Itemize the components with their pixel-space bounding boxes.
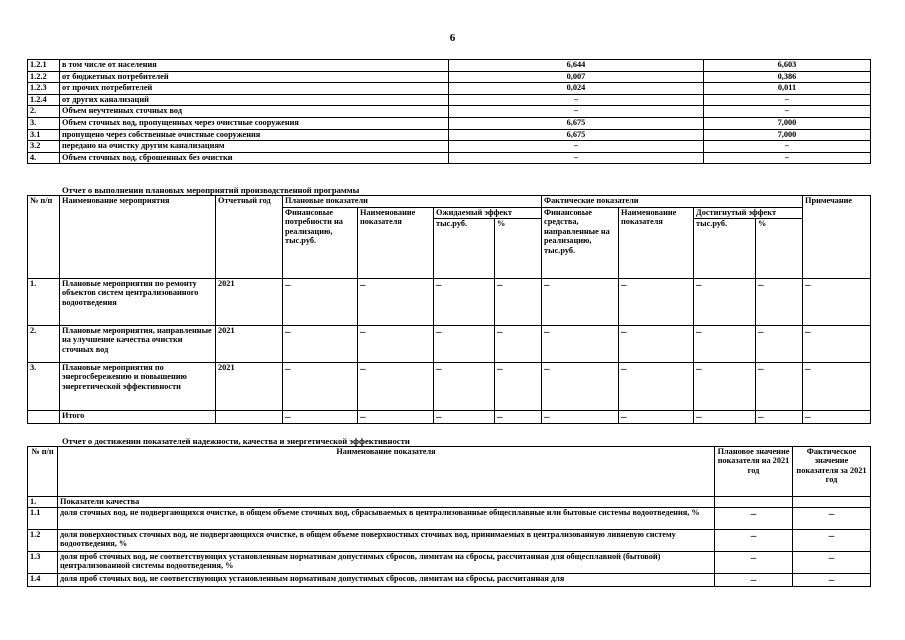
row-number: 3.1 (28, 129, 60, 141)
ind-col-fact-header: Фактическое значение показателя за 2021 год (793, 447, 871, 497)
dash-cell: – (283, 279, 358, 326)
row-name: доля проб сточных вод, не соответствующих установленным нормативам допустимых сбросов, лимитам на сбросы, рассчитанная для общесплавной (бытовой) централизованной системы водоотведения, % (58, 552, 715, 574)
row-name: передано на очистку другим канализациям (60, 141, 449, 153)
row-year: 2021 (216, 279, 283, 326)
dash-cell: – (434, 363, 495, 411)
plan-fin-header: Финансовые потребности на реализацию, тыс.руб. (283, 208, 358, 279)
row-number: 3. (28, 117, 60, 129)
row-plan-value: – (715, 530, 793, 552)
plan-group-header: Плановые показатели (283, 196, 542, 208)
dash-cell: – (542, 363, 619, 411)
row-number: 1.2.3 (28, 83, 60, 95)
dash-cell: – (358, 326, 434, 363)
table-row (28, 152, 871, 164)
table-row (28, 71, 871, 83)
row-value-2: – (704, 152, 871, 164)
row-name: доля сточных вод, не подвергающихся очистке, в общем объеме сточных вод, сбрасываемых в централизованные общесплавные или бытовые системы водоотведения, % (58, 508, 715, 530)
program-report-table (27, 195, 871, 424)
row-value-2: 6,603 (704, 60, 871, 72)
table-row (28, 326, 871, 363)
row-name: Показатели качества (58, 497, 715, 508)
row-value-1: 0,024 (449, 83, 704, 95)
row-plan-value: – (715, 574, 793, 587)
col-name-header: Наименование мероприятия (60, 196, 216, 279)
note-cell: – (803, 326, 871, 363)
row-name: от других канализаций (60, 94, 449, 106)
row-value-1: 0,007 (449, 71, 704, 83)
row-value-2: – (704, 106, 871, 118)
table-row (28, 530, 871, 552)
note-cell: – (803, 279, 871, 326)
row-fact-value: – (793, 530, 871, 552)
dash-cell: – (756, 411, 803, 424)
row-number: 1. (28, 497, 58, 508)
dash-cell: – (358, 411, 434, 424)
dash-cell: – (542, 279, 619, 326)
row-name: в том числе от населения (60, 60, 449, 72)
row-value-1: 6,675 (449, 117, 704, 129)
table-row (28, 129, 871, 141)
row-number: 1.2.1 (28, 60, 60, 72)
dash-cell: – (694, 326, 756, 363)
row-year: 2021 (216, 326, 283, 363)
table-row (28, 508, 871, 530)
dash-cell: – (358, 363, 434, 411)
fact-group-header: Фактические показатели (542, 196, 803, 208)
table-row (28, 497, 871, 508)
fact-pct-header: % (756, 219, 803, 279)
table-row (28, 83, 871, 95)
dash-cell: – (803, 411, 871, 424)
col-num-header: № п/п (28, 196, 60, 279)
dash-cell: – (694, 363, 756, 411)
dash-cell: – (495, 326, 542, 363)
row-number: 1.4 (28, 574, 58, 587)
row-value-2: 7,000 (704, 117, 871, 129)
row-plan-value (715, 497, 793, 508)
dash-cell: – (619, 363, 694, 411)
row-plan-value: – (715, 552, 793, 574)
row-name: Плановые мероприятия, направленные на улучшение качества очистки сточных вод (60, 326, 216, 363)
row-name: от бюджетных потребителей (60, 71, 449, 83)
row-number: 2. (28, 326, 60, 363)
row-number: 1.1 (28, 508, 58, 530)
row-number: 1.2.2 (28, 71, 60, 83)
row-value-2: – (704, 141, 871, 153)
ind-col-plan-header: Плановое значение показателя на 2021 год (715, 447, 793, 497)
row-number: 1.3 (28, 552, 58, 574)
total-row (28, 411, 871, 424)
row-name: от прочих потребителей (60, 83, 449, 95)
table-row (28, 141, 871, 153)
col-year-header: Отчетный год (216, 196, 283, 279)
row-value-2: 0,386 (704, 71, 871, 83)
col-note-header: Примечание (803, 196, 871, 279)
dash-cell: – (358, 279, 434, 326)
row-value-1: 6,675 (449, 129, 704, 141)
fact-effect-header: Достигнутый эффект (694, 208, 803, 219)
dash-cell: – (756, 363, 803, 411)
dash-cell: – (434, 411, 495, 424)
row-value-1: 6,644 (449, 60, 704, 72)
row-value-1: – (449, 106, 704, 118)
row-value-2: 7,000 (704, 129, 871, 141)
plan-rub-header: тыс.руб. (434, 219, 495, 279)
plan-pct-header: % (495, 219, 542, 279)
page-number: 6 (449, 32, 456, 44)
indicators-table (27, 446, 871, 587)
ind-col-name-header: Наименование показателя (58, 447, 715, 497)
dash-cell: – (495, 363, 542, 411)
table-row (28, 94, 871, 106)
row-fact-value (793, 497, 871, 508)
row-name: доля поверхностных сточных вод, не подвергающихся очистке, в общем объеме поверхностных сточных вод, принимаемых в централизованную ливневую систему водоотведения, % (58, 530, 715, 552)
row-number: 1.2 (28, 530, 58, 552)
row-value-1: – (449, 152, 704, 164)
total-label: Итого (60, 411, 216, 424)
note-cell: – (803, 363, 871, 411)
dash-cell: – (619, 326, 694, 363)
plan-ind-header: Наименование показателя (358, 208, 434, 279)
total-num (28, 411, 60, 424)
table-row (28, 552, 871, 574)
row-number: 4. (28, 152, 60, 164)
dash-cell: – (283, 411, 358, 424)
table-row (28, 60, 871, 72)
dash-cell: – (434, 279, 495, 326)
row-plan-value: – (715, 508, 793, 530)
indicators-report-heading: Отчет о достижении показателей надежности, качества и энергетической эффективности (62, 436, 410, 446)
ind-col-num-header: № п/п (28, 447, 58, 497)
row-fact-value: – (793, 508, 871, 530)
dash-cell: – (495, 411, 542, 424)
row-number: 1. (28, 279, 60, 326)
row-number: 2. (28, 106, 60, 118)
row-year: 2021 (216, 363, 283, 411)
row-name: Плановые мероприятия по ремонту объектов систем централизованного водоотведения (60, 279, 216, 326)
total-year (216, 411, 283, 424)
dash-cell: – (434, 326, 495, 363)
fact-fin-header: Финансовые средства, направленные на реализацию, тыс.руб. (542, 208, 619, 279)
row-fact-value: – (793, 574, 871, 587)
dash-cell: – (542, 326, 619, 363)
fact-ind-header: Наименование показателя (619, 208, 694, 279)
table-row (28, 574, 871, 587)
volume-table (27, 59, 871, 164)
plan-effect-header: Ожидаемый эффект (434, 208, 542, 219)
row-name: Плановые мероприятия по энергосбережению и повышению энергетической эффективности (60, 363, 216, 411)
table-row (28, 106, 871, 118)
row-fact-value: – (793, 552, 871, 574)
dash-cell: – (283, 363, 358, 411)
dash-cell: – (756, 326, 803, 363)
row-name: доля проб сточных вод, не соответствующих установленным нормативам допустимых сбросов, лимитам на сбросы, рассчитанная для (58, 574, 715, 587)
dash-cell: – (542, 411, 619, 424)
row-name: пропущено через собственные очистные сооружения (60, 129, 449, 141)
dash-cell: – (619, 411, 694, 424)
dash-cell: – (283, 326, 358, 363)
row-number: 3. (28, 363, 60, 411)
table-row (28, 363, 871, 411)
row-value-2: – (704, 94, 871, 106)
row-value-1: – (449, 94, 704, 106)
row-value-2: 0,011 (704, 83, 871, 95)
dash-cell: – (619, 279, 694, 326)
program-report-heading: Отчет о выполнении плановых мероприятий производственной программы (62, 185, 360, 195)
row-number: 3.2 (28, 141, 60, 153)
dash-cell: – (694, 411, 756, 424)
row-name: Объем сточных вод, пропущенных через очистные сооружения (60, 117, 449, 129)
fact-rub-header: тыс.руб. (694, 219, 756, 279)
table-row (28, 117, 871, 129)
row-value-1: – (449, 141, 704, 153)
dash-cell: – (495, 279, 542, 326)
dash-cell: – (756, 279, 803, 326)
dash-cell: – (694, 279, 756, 326)
row-name: Объем неучтенных сточных вод (60, 106, 449, 118)
table-row (28, 279, 871, 326)
row-name: Объем сточных вод, сброшенных без очистки (60, 152, 449, 164)
row-number: 1.2.4 (28, 94, 60, 106)
